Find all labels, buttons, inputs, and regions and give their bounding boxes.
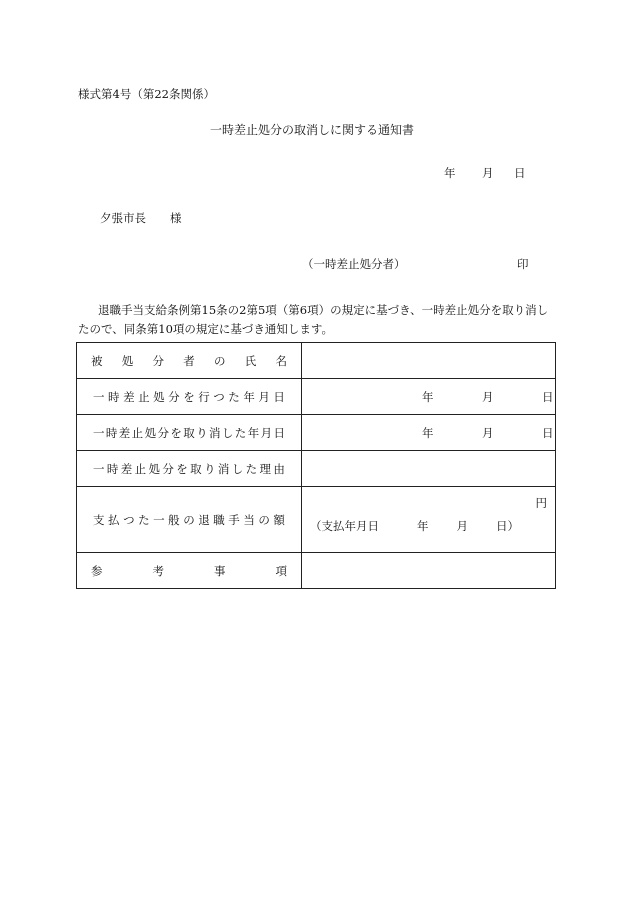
revocation-month: 月 bbox=[482, 425, 494, 440]
remarks-field[interactable] bbox=[302, 553, 556, 589]
label-char: た bbox=[138, 512, 150, 527]
label-char: 考 bbox=[152, 563, 164, 578]
label-char: 分 bbox=[162, 461, 174, 476]
paid-day: 日） bbox=[496, 519, 519, 533]
row-label-remarks bbox=[77, 553, 302, 589]
label-char: 当 bbox=[243, 512, 255, 527]
spread-label bbox=[77, 461, 301, 477]
spread-label bbox=[77, 563, 301, 579]
label-char: し bbox=[221, 425, 234, 440]
label-char: 事 bbox=[214, 563, 226, 578]
label-char: の bbox=[183, 512, 195, 527]
spread-label bbox=[77, 425, 301, 441]
disposal-day: 日 bbox=[542, 389, 554, 404]
label-char: 者 bbox=[183, 353, 195, 368]
row-label-disposal-date bbox=[77, 379, 302, 415]
label-char: 処 bbox=[144, 425, 157, 440]
label-char: 日 bbox=[273, 425, 285, 440]
label-char: 止 bbox=[134, 461, 147, 476]
paid-month: 月 bbox=[456, 519, 468, 533]
disposal-year: 年 bbox=[422, 389, 434, 404]
label-char: 支 bbox=[93, 512, 105, 527]
table-row bbox=[77, 379, 556, 415]
label-char: 一 bbox=[93, 425, 105, 440]
label-char: つ bbox=[123, 512, 135, 527]
label-char: を bbox=[170, 425, 182, 440]
label-char: 理 bbox=[259, 461, 271, 476]
label-char: 消 bbox=[209, 425, 221, 440]
label-char: 手 bbox=[228, 512, 240, 527]
table-row bbox=[77, 451, 556, 487]
label-char: た bbox=[228, 389, 240, 404]
form-number: 様式第4号（第22条関係） bbox=[78, 87, 215, 101]
label-char: 項 bbox=[275, 563, 287, 578]
label-char: 処 bbox=[121, 353, 134, 368]
label-char: 時 bbox=[108, 389, 120, 404]
label-char: 取 bbox=[183, 425, 195, 440]
paid-year: 年 bbox=[417, 519, 429, 533]
label-char: 処 bbox=[153, 389, 165, 404]
label-char: 一 bbox=[93, 461, 105, 476]
label-char: 参 bbox=[91, 563, 103, 578]
label-char: 一 bbox=[93, 389, 105, 404]
spread-label bbox=[77, 389, 301, 405]
label-char: 差 bbox=[120, 461, 133, 476]
label-char: た bbox=[234, 425, 247, 440]
notice-body: 退職手当支給条例第15条の2第5項（第6項）の規定に基づき、一時差止処分を取り消したので、同条第10項の規定に基づき通知します。 bbox=[78, 303, 549, 336]
table-row bbox=[77, 343, 556, 379]
paid-date-prefix: （支払年月日 bbox=[310, 519, 379, 533]
table-row bbox=[77, 415, 556, 451]
row-label-revocation-reason bbox=[77, 451, 302, 487]
label-char: 職 bbox=[213, 512, 225, 527]
seal-mark: 印 bbox=[517, 257, 529, 271]
label-char: 分 bbox=[157, 425, 169, 440]
label-char: 払 bbox=[108, 512, 120, 527]
label-char: 時 bbox=[105, 425, 118, 440]
spread-label bbox=[77, 353, 301, 369]
table-row bbox=[77, 553, 556, 589]
label-char: 月 bbox=[260, 425, 273, 440]
date-day: 日 bbox=[514, 166, 526, 180]
date-year: 年 bbox=[444, 166, 456, 180]
revocation-reason-field[interactable] bbox=[302, 451, 556, 487]
label-char: 退 bbox=[198, 512, 210, 527]
label-char: 一 bbox=[153, 512, 165, 527]
label-char: 月 bbox=[258, 389, 270, 404]
label-char: 氏 bbox=[244, 353, 257, 368]
label-char: 消 bbox=[217, 461, 230, 476]
label-char: 額 bbox=[273, 512, 285, 527]
paid-amount-field[interactable] bbox=[302, 487, 556, 553]
label-char: 年 bbox=[243, 389, 255, 404]
label-char: 名 bbox=[275, 353, 287, 368]
revocation-year: 年 bbox=[422, 425, 434, 440]
table-row bbox=[77, 487, 556, 553]
spread-label bbox=[77, 512, 301, 528]
name-field[interactable] bbox=[302, 343, 556, 379]
label-char: 差 bbox=[123, 389, 135, 404]
addressee-honorific: 様 bbox=[170, 211, 182, 225]
label-char: を bbox=[176, 461, 188, 476]
label-char: 取 bbox=[190, 461, 202, 476]
row-label-name bbox=[77, 343, 302, 379]
label-char: 差 bbox=[118, 425, 131, 440]
label-char: 般 bbox=[168, 512, 180, 527]
label-char: り bbox=[196, 425, 208, 440]
document-title: 一時差止処分の取消しに関する通知書 bbox=[210, 123, 415, 137]
row-label-paid-amount bbox=[77, 487, 302, 553]
label-char: り bbox=[204, 461, 216, 476]
label-char: 止 bbox=[138, 389, 150, 404]
label-char: の bbox=[214, 353, 226, 368]
label-char: 止 bbox=[131, 425, 144, 440]
addressee-name: 夕張市長 bbox=[100, 211, 146, 225]
date-month: 月 bbox=[482, 166, 494, 180]
yen-unit: 円 bbox=[535, 496, 547, 510]
label-char: を bbox=[183, 389, 195, 404]
label-char: 日 bbox=[273, 389, 285, 404]
label-char: 行 bbox=[198, 389, 210, 404]
label-char: 被 bbox=[91, 353, 103, 368]
label-char: 由 bbox=[273, 461, 285, 476]
label-char: た bbox=[245, 461, 258, 476]
row-label-revocation-date bbox=[77, 415, 302, 451]
notice-form-table bbox=[76, 342, 556, 589]
label-char: 分 bbox=[152, 353, 164, 368]
revocation-date-field[interactable] bbox=[302, 415, 556, 451]
label-char: つ bbox=[213, 389, 225, 404]
label-char: し bbox=[231, 461, 244, 476]
disposal-month: 月 bbox=[482, 389, 494, 404]
label-char: の bbox=[258, 512, 270, 527]
label-char: 年 bbox=[247, 425, 260, 440]
label-char: 処 bbox=[148, 461, 160, 476]
label-char: 時 bbox=[106, 461, 119, 476]
revocation-day: 日 bbox=[542, 425, 554, 440]
disposal-date-field[interactable] bbox=[302, 379, 556, 415]
addressee bbox=[100, 210, 182, 226]
paid-date-line bbox=[310, 518, 519, 534]
label-char: 分 bbox=[168, 389, 180, 404]
disposer-label: （一時差止処分者） bbox=[302, 257, 406, 271]
